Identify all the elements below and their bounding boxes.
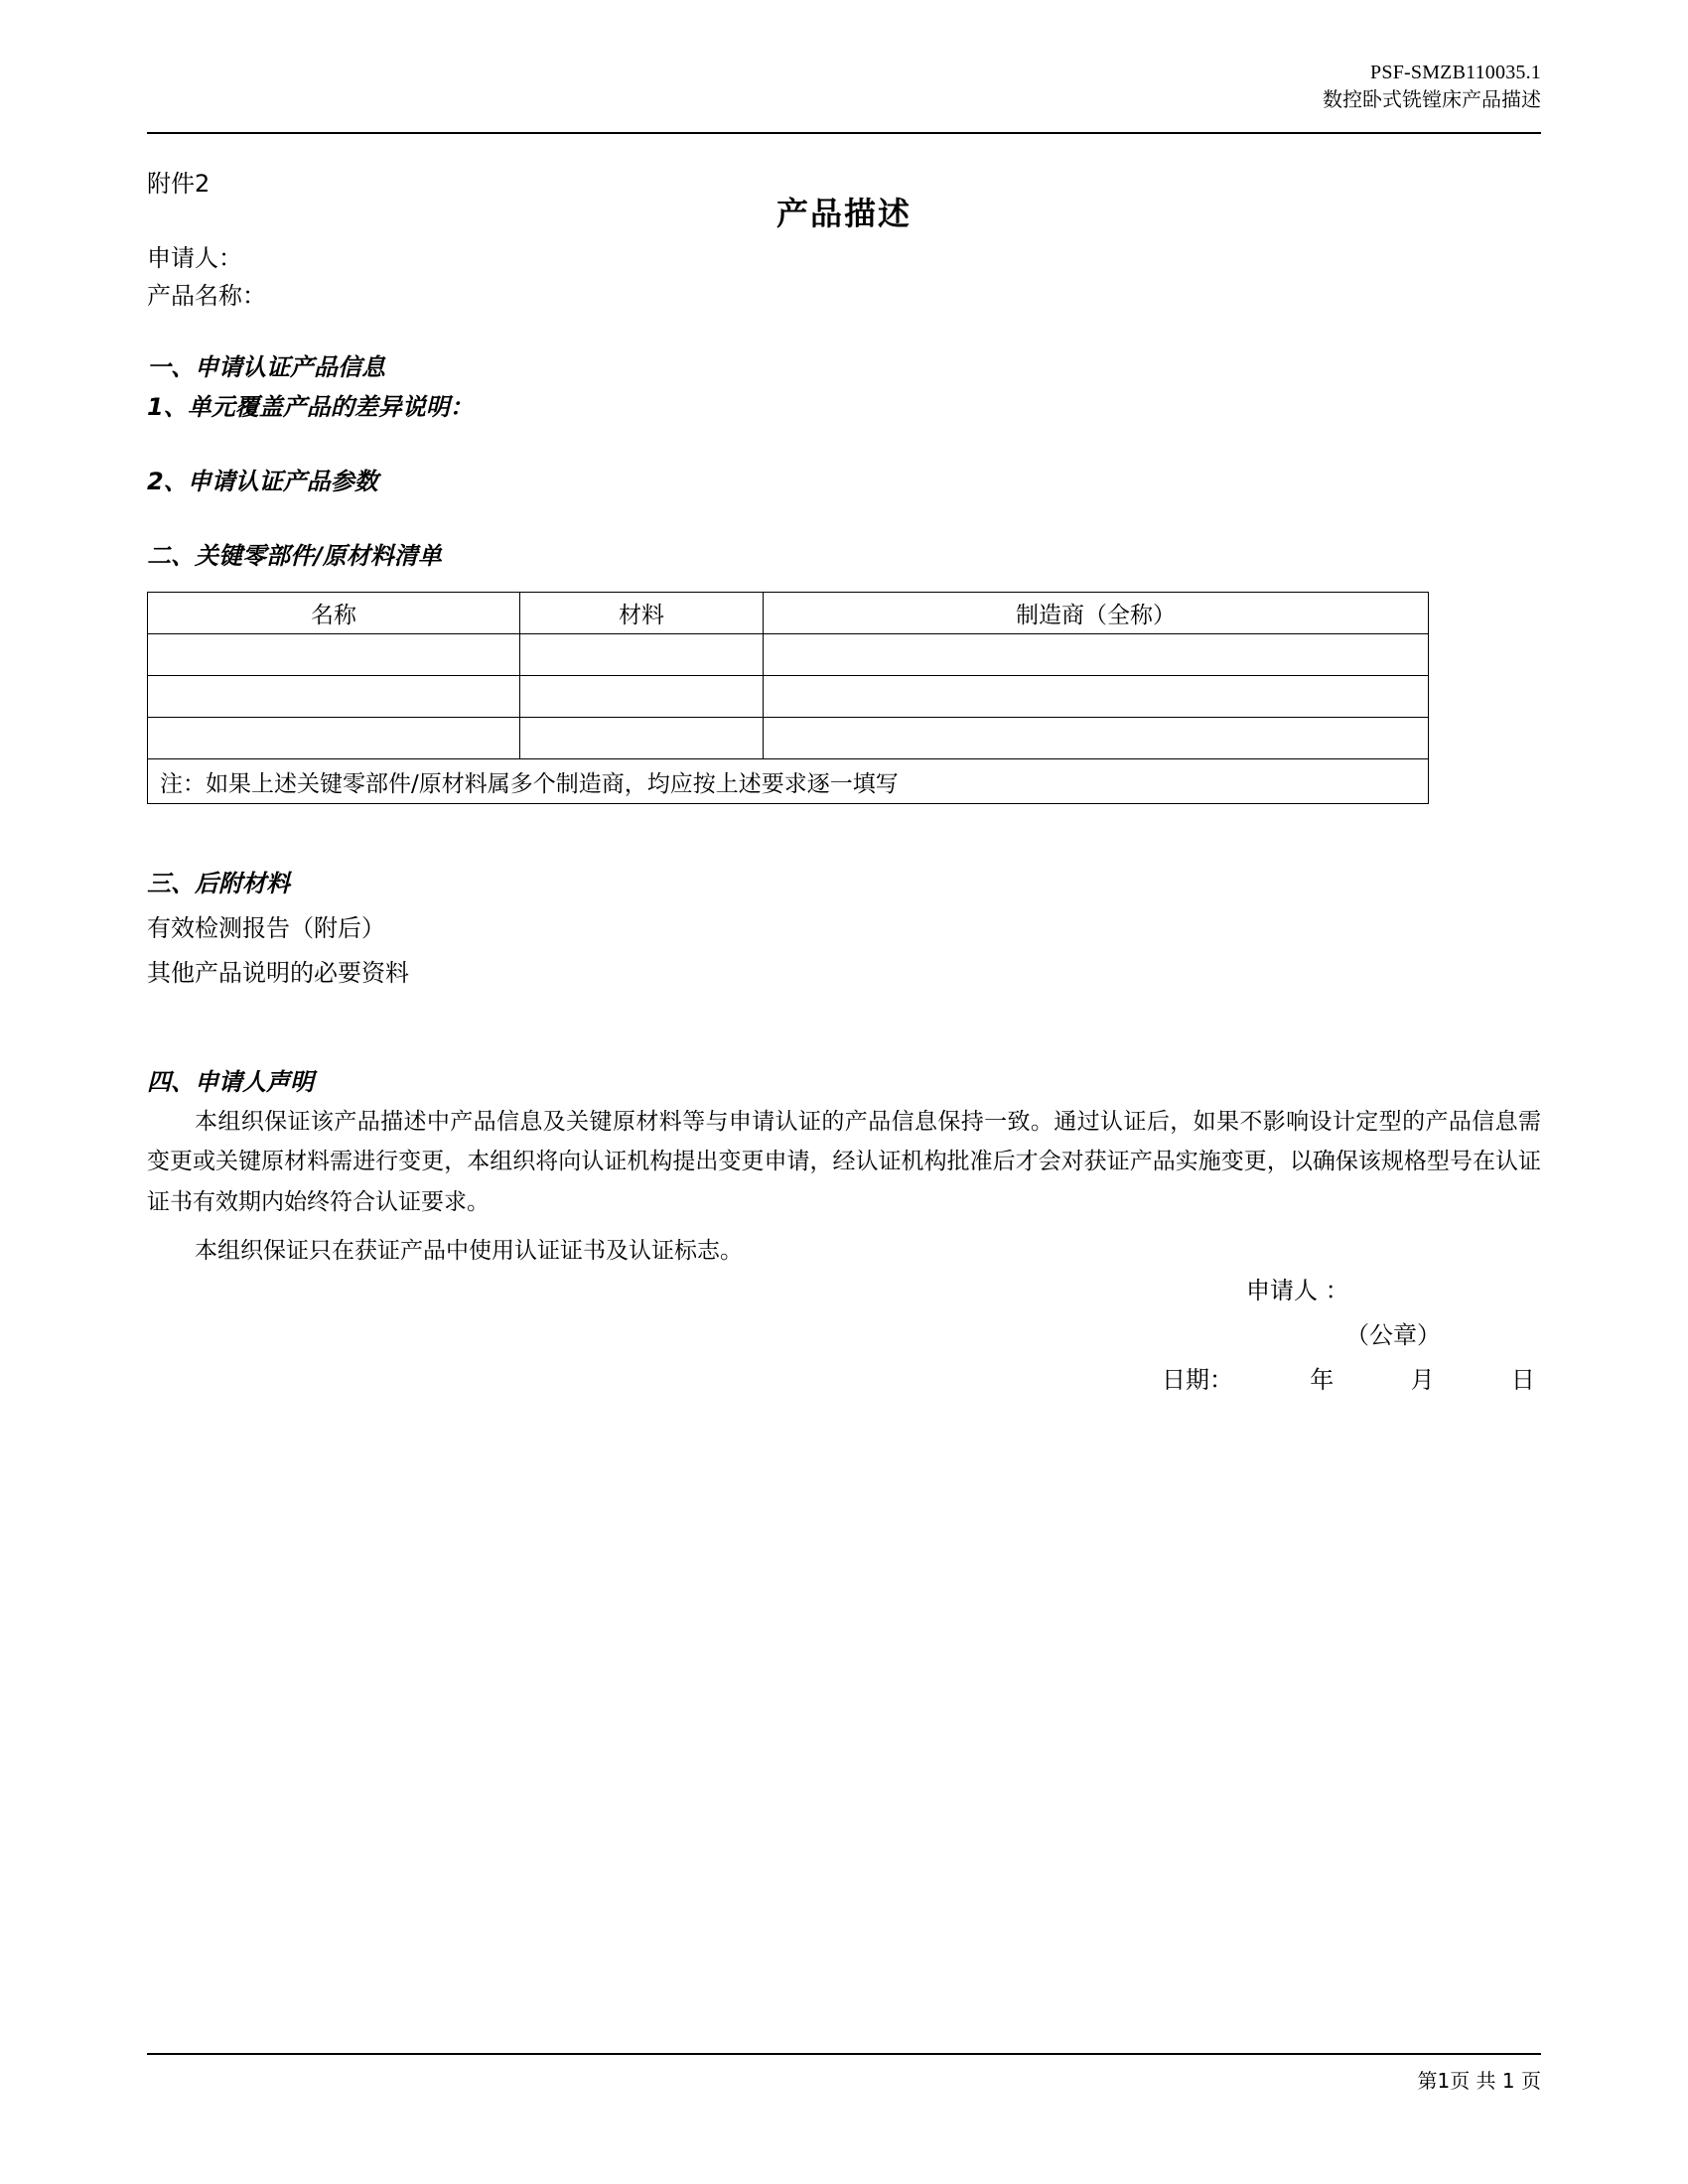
table-header-row [148, 593, 1429, 634]
section-4-heading: 四、申请人声明 [147, 1068, 314, 1096]
header-divider [147, 132, 1541, 134]
signature-applicant-label: 申请人 ： [1246, 1277, 1349, 1304]
product-name-field-label: 产品名称： [147, 282, 266, 310]
page-footer [147, 2065, 1541, 2094]
cell-name[interactable] [148, 718, 520, 759]
table-note: 注：如果上述关键零部件/原材料属多个制造商，均应按上述要求逐一填写 [148, 759, 1429, 804]
key-parts-table [147, 592, 1429, 804]
date-label: 日期： [1162, 1366, 1233, 1394]
column-header-manufacturer: 制造商（全称） [764, 593, 1429, 634]
signature-date-row [1162, 1360, 1535, 1395]
section-1-item-2: 2、申请认证产品参数 [147, 468, 378, 495]
cell-manufacturer[interactable] [764, 676, 1429, 718]
section-3-line-2: 其他产品说明的必要资料 [147, 959, 409, 987]
date-day-label: 日 [1510, 1366, 1535, 1394]
cell-material[interactable] [520, 718, 764, 759]
section-3-heading: 三、后附材料 [147, 870, 290, 897]
section-2-heading: 二、关键零部件/原材料清单 [147, 542, 442, 570]
table-row [148, 676, 1429, 718]
date-month-label: 月 [1410, 1366, 1435, 1394]
applicant-field-label: 申请人： [147, 244, 242, 272]
cell-manufacturer[interactable] [764, 634, 1429, 676]
table-row [148, 718, 1429, 759]
cell-name[interactable] [148, 676, 520, 718]
column-header-name: 名称 [148, 593, 520, 634]
declaration-paragraph-1: 本组织保证该产品描述中产品信息及关键原材料等与申请认证的产品信息保持一致。通过认证后，如果不影响设计定型的产品信息需变更或关键原材料需进行变更，本组织将向认证机构提出变更申请，经认证机构批准后才会对获证产品实施变更，以确保该规格型号在认证证书有效期内始终符合认证要求。 [147, 1109, 1541, 1215]
page-title: 产品描述 [775, 195, 912, 232]
page-header [147, 60, 1541, 113]
table-note-row [148, 759, 1429, 804]
declaration-paragraph-2: 本组织保证只在获证产品中使用认证证书及认证标志。 [195, 1238, 743, 1264]
table-row [148, 634, 1429, 676]
section-3-line-1: 有效检测报告（附后） [147, 914, 385, 942]
page-number: 第1页 共 1 页 [1417, 2069, 1541, 2093]
attachment-label: 附件2 [147, 170, 211, 198]
cell-manufacturer[interactable] [764, 718, 1429, 759]
section-1-item-1: 1、单元覆盖产品的差异说明： [147, 393, 474, 421]
cell-name[interactable] [148, 634, 520, 676]
header-doc-code: PSF-SMZB110035.1 [1370, 62, 1541, 83]
signature-seal-label: （公章） [1345, 1321, 1441, 1349]
column-header-material: 材料 [520, 593, 764, 634]
cell-material[interactable] [520, 676, 764, 718]
cell-material[interactable] [520, 634, 764, 676]
footer-divider [147, 2053, 1541, 2055]
date-year-label: 年 [1310, 1366, 1335, 1394]
header-doc-name: 数控卧式铣镗床产品描述 [1323, 87, 1541, 111]
section-1-heading: 一、申请认证产品信息 [147, 353, 385, 381]
